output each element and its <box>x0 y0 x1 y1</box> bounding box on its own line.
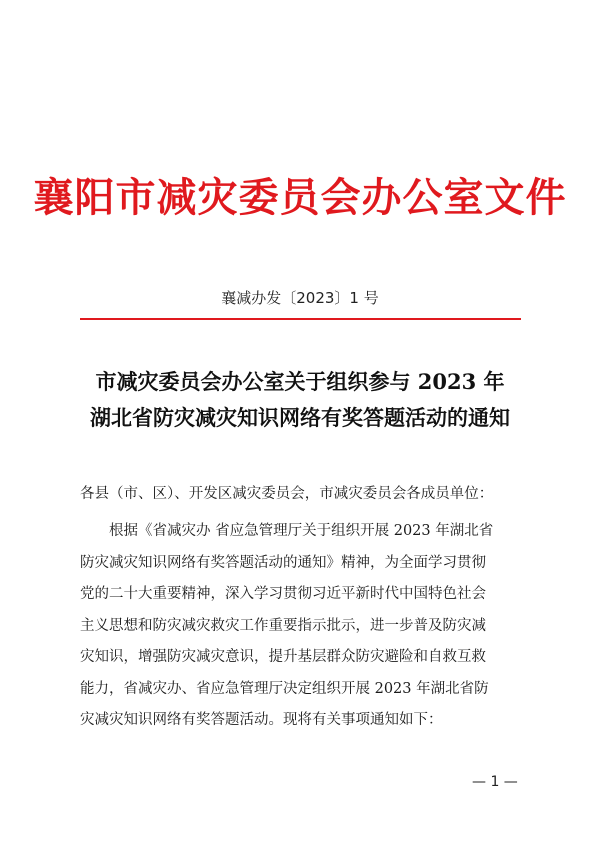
body-line: 党的二十大重要精神，深入学习贯彻习近平新时代中国特色社会 <box>80 586 486 602</box>
notice-title <box>40 364 560 436</box>
document-number: 襄减办发〔2023〕1 号 <box>221 289 379 307</box>
body-line: 灾知识，增强防灾减灾意识，提升基层群众防灾避险和自救互救 <box>80 649 486 665</box>
masthead-title: 襄阳市减灾委员会办公室文件 <box>33 175 567 221</box>
body-line: 能力，省减灾办、省应急管理厅决定组织开展 2023 年湖北省防 <box>80 680 489 697</box>
page-number: — 1 — <box>472 774 518 790</box>
body-line: 根据《省减灾办 省应急管理厅关于组织开展 2023 年湖北省 <box>109 523 494 539</box>
body-line: 主义思想和防灾减灾救灾工作重要指示批示，进一步普及防灾减 <box>80 617 486 634</box>
salutation: 各县（市、区）、开发区减灾委员会，市减灾委员会各成员单位： <box>80 486 494 502</box>
notice-title-line: 湖北省防灾减灾知识网络有奖答题活动的通知 <box>90 405 510 430</box>
red-divider-line <box>80 318 521 320</box>
notice-title-line: 市减灾委员会办公室关于组织参与 2023 年 <box>95 369 505 394</box>
body-line: 灾减灾知识网络有奖答题活动。现将有关事项通知如下： <box>80 712 443 728</box>
body-paragraph <box>80 516 526 737</box>
body-line: 防灾减灾知识网络有奖答题活动的通知》精神，为全面学习贯彻 <box>80 554 486 571</box>
